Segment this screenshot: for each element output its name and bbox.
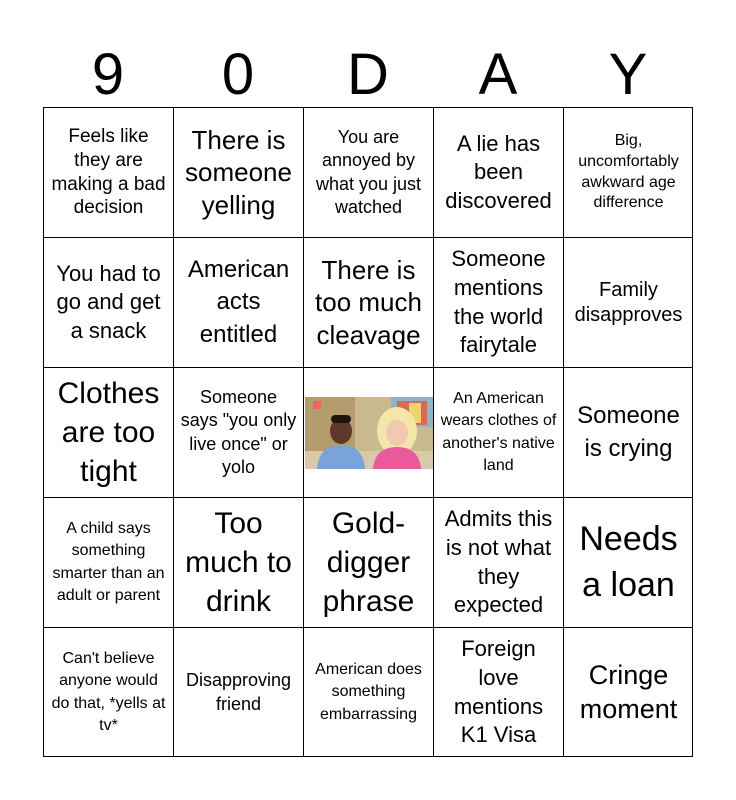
bingo-cell[interactable] bbox=[563, 627, 693, 757]
cell-text: American does something embarrassing bbox=[315, 660, 422, 723]
cell-text: Family disapproves bbox=[574, 278, 683, 326]
bingo-cell[interactable] bbox=[563, 107, 693, 237]
bingo-cell[interactable] bbox=[563, 237, 693, 367]
cell-text: You are annoyed by what you just watched bbox=[315, 126, 422, 217]
cell-text: Big, uncomfortably awkward age difference bbox=[578, 131, 679, 212]
bingo-cell[interactable] bbox=[43, 497, 173, 627]
bingo-cell[interactable] bbox=[173, 627, 303, 757]
cell-text: Feels like they are making a bad decision bbox=[51, 126, 166, 219]
bingo-cell[interactable] bbox=[303, 237, 433, 367]
cell-text: Disapproving friend bbox=[185, 670, 292, 714]
cell-text: An American wears clothes of another's native land bbox=[440, 389, 557, 474]
cell-text: There is someone yelling bbox=[185, 124, 292, 220]
bingo-cell[interactable] bbox=[173, 367, 303, 497]
bingo-cell[interactable] bbox=[563, 367, 693, 497]
cell-text: Someone is crying bbox=[577, 402, 680, 462]
bingo-cell[interactable] bbox=[43, 107, 173, 237]
cell-text: Cringe moment bbox=[579, 659, 678, 724]
bingo-cell[interactable] bbox=[433, 237, 563, 367]
bingo-cell[interactable] bbox=[433, 497, 563, 627]
bingo-cell[interactable] bbox=[563, 497, 693, 627]
cell-text: Someone mentions the world fairytale bbox=[451, 246, 546, 358]
bingo-cell[interactable] bbox=[173, 237, 303, 367]
couple-photo bbox=[305, 397, 433, 469]
cell-text: Clothes are too tight bbox=[57, 377, 160, 488]
cell-text: Admits this is not what they expected bbox=[444, 506, 553, 618]
bingo-cell[interactable] bbox=[433, 107, 563, 237]
title-letter-5: Y bbox=[608, 42, 648, 107]
bingo-cell[interactable] bbox=[303, 627, 433, 757]
bingo-cell[interactable] bbox=[433, 367, 563, 497]
bingo-cell[interactable] bbox=[43, 367, 173, 497]
title-letter-1: 9 bbox=[91, 42, 125, 107]
cell-text: Too much to drink bbox=[185, 507, 292, 618]
cell-text: American acts entitled bbox=[187, 255, 290, 348]
cell-text: A child says something smarter than an adult or parent bbox=[52, 519, 165, 604]
bingo-cell[interactable] bbox=[433, 627, 563, 757]
bingo-title bbox=[43, 42, 693, 108]
bingo-cell[interactable] bbox=[43, 237, 173, 367]
bingo-cell[interactable] bbox=[303, 107, 433, 237]
bingo-cell[interactable] bbox=[173, 107, 303, 237]
free-space-cell[interactable] bbox=[303, 367, 433, 497]
cell-text: Someone says "you only live once" or yolo bbox=[180, 386, 297, 477]
cell-text: Foreign love mentions K1 Visa bbox=[453, 636, 544, 748]
cell-text: Gold-digger phrase bbox=[322, 507, 415, 618]
cell-text: Needs a loan bbox=[579, 519, 678, 604]
title-letter-3: D bbox=[347, 42, 389, 107]
bingo-cell[interactable] bbox=[173, 497, 303, 627]
bingo-cell[interactable] bbox=[303, 497, 433, 627]
cell-text: A lie has been discovered bbox=[445, 130, 552, 213]
cell-text: Can't believe anyone would do that, *yells at tv* bbox=[51, 649, 166, 734]
bingo-cell[interactable] bbox=[43, 627, 173, 757]
cell-text: You had to go and get a snack bbox=[56, 260, 161, 343]
title-letter-4: A bbox=[478, 42, 518, 107]
title-letter-2: 0 bbox=[221, 42, 255, 107]
cell-text: There is too much cleavage bbox=[315, 254, 422, 350]
bingo-board bbox=[43, 107, 693, 757]
